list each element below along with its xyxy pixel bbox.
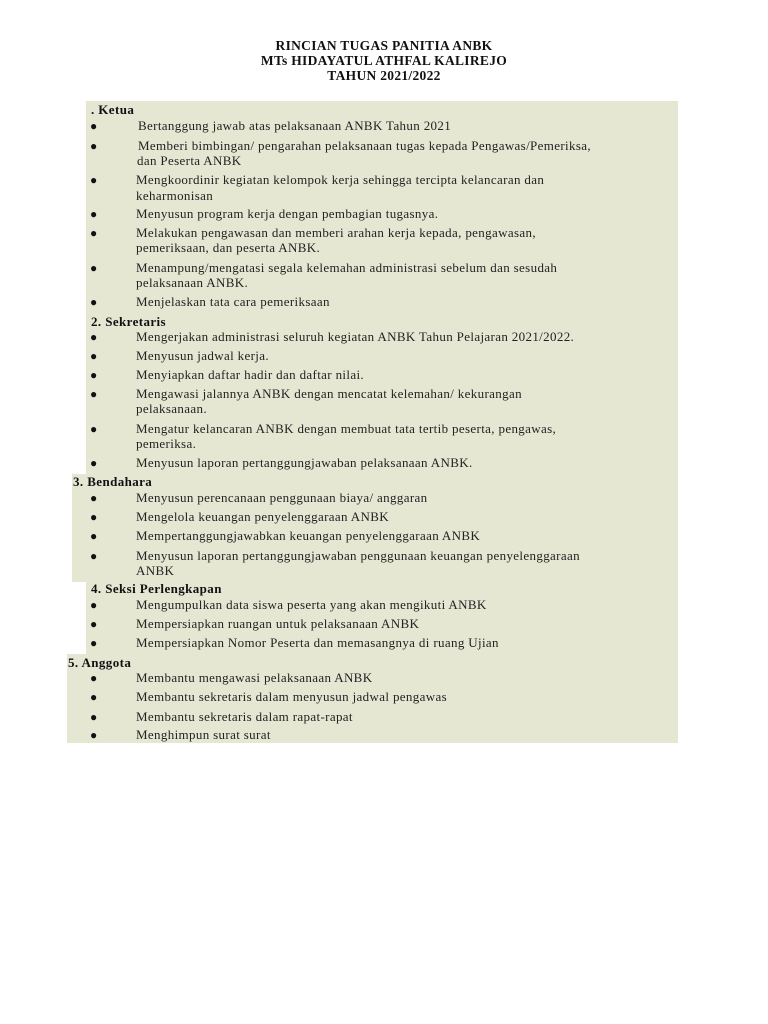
list-item-text: Menjelaskan tata cara pemeriksaan (136, 294, 330, 309)
list-item-text: Mempertanggungjawabkan keuangan penyelenggaraan ANBK (136, 528, 481, 543)
bullet-icon: ● (90, 330, 98, 344)
bullet-icon: ● (90, 119, 98, 133)
bullet-icon: ● (90, 636, 98, 650)
section-heading-ketua: . Ketua (91, 102, 135, 117)
bullet-icon: ● (90, 456, 98, 470)
bullet-icon: ● (90, 368, 98, 382)
list-item-text: Menghimpun surat surat (136, 727, 271, 742)
list-item-text: Menyusun perencanaan penggunaan biaya/ anggaran (136, 490, 428, 505)
bullet-icon: ● (90, 173, 98, 187)
bullet-icon: ● (90, 349, 98, 363)
bullet-icon: ● (90, 710, 98, 724)
bullet-icon: ● (90, 387, 98, 401)
section-heading-anggota: 5. Anggota (68, 655, 132, 670)
list-item-text: Menyusun program kerja dengan pembagian tugasnya. (136, 206, 439, 221)
list-item-text: Bertanggung jawab atas pelaksanaan ANBK Tahun 2021 (138, 118, 452, 133)
bullet-icon: ● (90, 549, 98, 563)
list-item-text: Mengelola keuangan penyelenggaraan ANBK (136, 509, 389, 524)
bullet-icon: ● (90, 139, 98, 153)
list-item-text: ANBK (136, 563, 175, 578)
list-item-text: Menyusun laporan pertanggungjawaban penggunaan keuangan penyelenggaraan (136, 548, 580, 563)
list-item-text: Menyiapkan daftar hadir dan daftar nilai. (136, 367, 365, 382)
bullet-icon: ● (90, 226, 98, 240)
list-item-text: Memberi bimbingan/ pengarahan pelaksanaan tugas kepada Pengawas/Pemeriksa, (138, 138, 591, 153)
list-item-text: Mempersiapkan ruangan untuk pelaksanaan ANBK (136, 616, 420, 631)
list-item-text: pelaksanaan ANBK. (136, 275, 249, 290)
bullet-icon: ● (90, 491, 98, 505)
bullet-icon: ● (90, 510, 98, 524)
section-heading-bendahara: 3. Bendahara (73, 474, 153, 489)
list-item-text: Menyusun jadwal kerja. (136, 348, 269, 363)
bullet-icon: ● (90, 728, 98, 742)
list-item-text: dan Peserta ANBK (137, 153, 242, 168)
list-item-text: Membantu sekretaris dalam rapat-rapat (136, 709, 353, 724)
list-item-text: Mengkoordinir kegiatan kelompok kerja sehingga tercipta kelancaran dan (136, 172, 545, 187)
list-item-text: Mengumpulkan data siswa peserta yang akan mengikuti ANBK (136, 597, 487, 612)
list-item-text: Mengatur kelancaran ANBK dengan membuat tata tertib peserta, pengawas, (136, 421, 557, 436)
bullet-icon: ● (90, 529, 98, 543)
bullet-icon: ● (90, 690, 98, 704)
bullet-icon: ● (90, 261, 98, 275)
bullet-icon: ● (90, 671, 98, 685)
academic-year: TAHUN 2021/2022 (327, 68, 441, 83)
list-item-text: pelaksanaan. (136, 401, 207, 416)
section-heading-sekretaris: 2. Sekretaris (91, 314, 167, 329)
list-item-text: Mengawasi jalannya ANBK dengan mencatat kelemahan/ kekurangan (136, 386, 522, 401)
bullet-icon: ● (90, 207, 98, 221)
list-item-text: Melakukan pengawasan dan memberi arahan kerja kepada, pengawasan, (136, 225, 536, 240)
list-item-text: Mengerjakan administrasi seluruh kegiatan ANBK Tahun Pelajaran 2021/2022. (136, 329, 575, 344)
list-item-text: pemeriksa. (136, 436, 197, 451)
bullet-icon: ● (90, 598, 98, 612)
list-item-text: Mempersiapkan Nomor Peserta dan memasangnya di ruang Ujian (136, 635, 499, 650)
bullet-icon: ● (90, 295, 98, 309)
list-item-text: pemeriksaan, dan peserta ANBK. (136, 240, 321, 255)
school-name: MTs HIDAYATUL ATHFAL KALIREJO (260, 53, 508, 68)
list-item-text: Menyusun laporan pertanggungjawaban pelaksanaan ANBK. (136, 455, 473, 470)
list-item-text: keharmonisan (136, 188, 214, 203)
list-item-text: Menampung/mengatasi segala kelemahan administrasi sebelum dan sesudah (136, 260, 558, 275)
list-item-text: Membantu mengawasi pelaksanaan ANBK (136, 670, 373, 685)
section-heading-perlengkapan: 4. Seksi Perlengkapan (91, 581, 222, 596)
document-title: RINCIAN TUGAS PANITIA ANBK (275, 38, 493, 53)
list-item-text: Membantu sekretaris dalam menyusun jadwal pengawas (136, 689, 447, 704)
bullet-icon: ● (90, 617, 98, 631)
bullet-icon: ● (90, 422, 98, 436)
